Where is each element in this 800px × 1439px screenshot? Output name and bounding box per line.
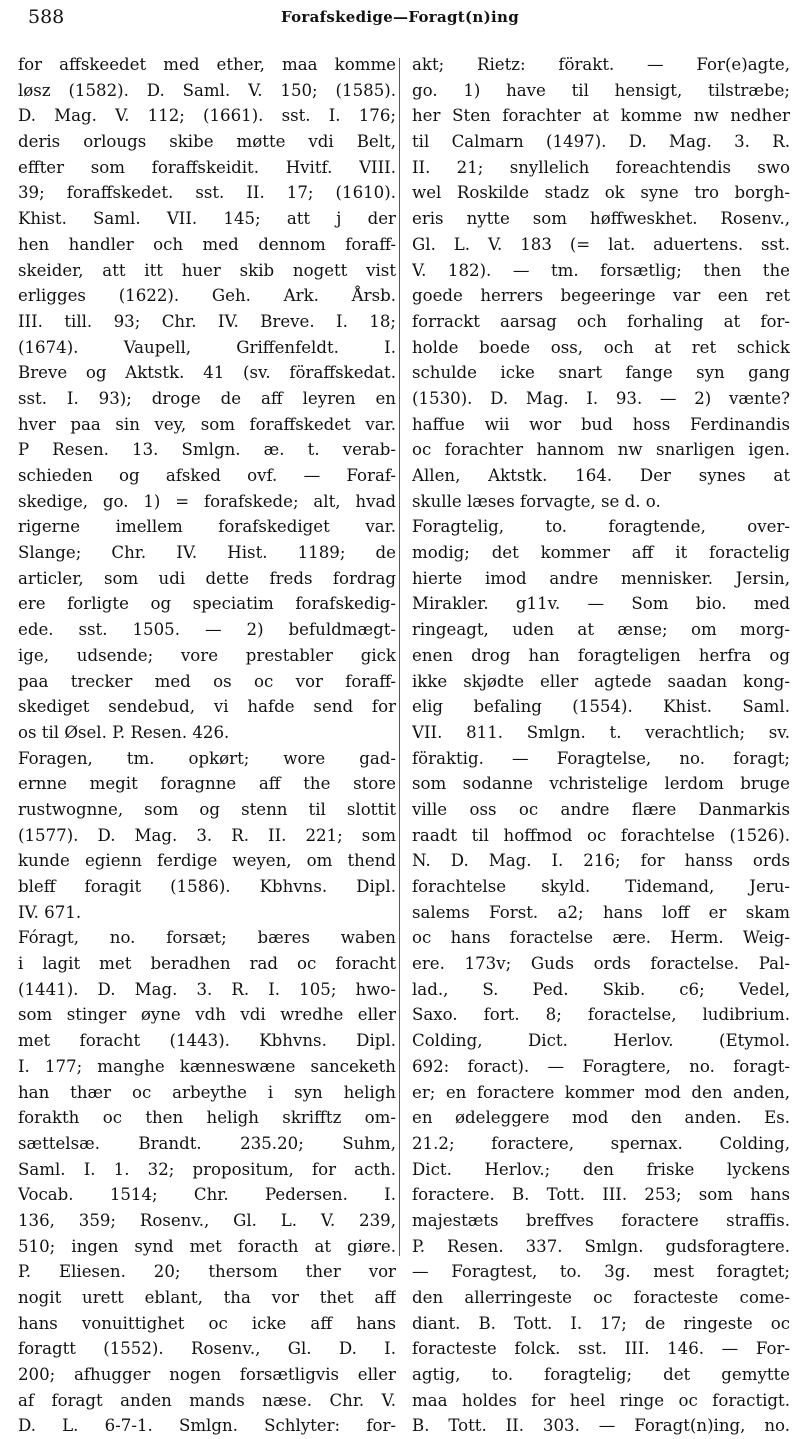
text-line: goede herrers begeeringe var een ret — [412, 286, 790, 306]
text-line: Gl. L. V. 183 (= lat. aduertens. sst. — [412, 234, 790, 254]
text-line: ville oss oc andre flære Danmarkis — [412, 799, 790, 819]
text-line: Slange; Chr. IV. Hist. 1189; de — [18, 543, 396, 563]
text-line: Mirakler. g11v. — Som bio. med — [412, 594, 790, 614]
text-line: met foracht (1443). Kbhvns. Dipl. — [18, 1031, 396, 1051]
text-line: forachtelse skyld. Tidemand, Jeru- — [412, 877, 790, 896]
text-line: os til Øsel. P. Resen. 426. — [18, 722, 230, 742]
text-line: P Resen. 13. Smlgn. æ. t. verab- — [18, 440, 396, 460]
text-line: ige, udsende; vore prestabler gick — [18, 645, 396, 665]
text-line: eris nytte som høffweskhet. Rosenv., — [412, 209, 790, 229]
text-line: Foragen, tm. opkørt; wore gad- — [18, 748, 396, 768]
text-line: modig; det kommer aff it foractelig — [412, 543, 790, 563]
text-line: oc hans foractelse ære. Herm. Weig- — [412, 928, 790, 948]
text-line: ere forligte og speciatim forafskedig- — [18, 594, 396, 614]
text-line: skulle læses forvagte, se d. o. — [412, 491, 661, 511]
text-line: en ødeleggere mod den anden. Es. — [412, 1108, 790, 1128]
text-line: 692: foract). — Foragtere, no. foragt- — [412, 1056, 790, 1076]
text-line: ikke skjødte eller agtede saadan kong- — [412, 671, 790, 691]
text-line: er; en foractere kommer mod den anden, — [412, 1082, 790, 1102]
text-line: go. 1) have til hensigt, tilstræbe; — [412, 80, 790, 100]
text-line: wel Roskilde stadz ok syne tro borgh- — [412, 183, 790, 203]
text-line: foracteste folck. sst. III. 146. — For- — [412, 1339, 790, 1359]
text-line: 21.2; foractere, spernax. Colding, — [412, 1133, 790, 1153]
text-line: enen drog han foragteligen herfra og — [412, 645, 790, 665]
text-line: effter som foraffskeidit. Hvitf. VIII. — [18, 157, 396, 177]
text-line: holde boede oss, och at ret schick — [412, 337, 790, 357]
text-line: ere. 173v; Guds ords foractelse. Pal- — [412, 954, 790, 974]
text-line: föraktig. — Foragtelse, no. foragt; — [412, 748, 790, 768]
text-line: B. Tott. II. 303. — Foragt(n)ing, no. — [412, 1416, 790, 1436]
text-line: (1441). D. Mag. 3. R. I. 105; hwo- — [18, 979, 396, 999]
text-line: I. 177; manghe kænneswæne sanceketh — [18, 1056, 396, 1076]
text-line: ringeagt, uden at ænse; om morg- — [412, 620, 790, 640]
text-line: V. 182). — tm. forsætlig; then the — [412, 260, 790, 280]
text-line: Allen, Aktstk. 164. Der synes at — [412, 466, 790, 485]
text-line: nogit urett eblant, tha vor thet aff — [18, 1288, 396, 1307]
text-line: forakth oc then heligh skrifftz om- — [18, 1108, 396, 1128]
text-line: P. Eliesen. 20; thersom ther vor — [18, 1262, 396, 1282]
text-line: han thær oc arbeythe i syn heligh — [18, 1082, 396, 1102]
text-line: P. Resen. 337. Smlgn. gudsforagtere. — [412, 1236, 790, 1256]
text-line: — Foragtest, to. 3g. mest foragtet; — [412, 1262, 790, 1282]
text-line: agtig, to. foragtelig; det gemytte — [412, 1365, 790, 1385]
text-line: skediget sendebud, vi hafde send for — [18, 697, 396, 717]
left-column — [18, 52, 396, 1439]
text-line: i lagit met beradhen rad oc foracht — [18, 954, 396, 974]
text-line: forrackt aarsag och forhaling at for- — [412, 311, 790, 331]
page-header — [0, 0, 800, 46]
text-line: schulde icke snart fange syn gang — [412, 363, 790, 383]
text-line: maa holdes for heel ringe oc foractigt. — [412, 1390, 790, 1410]
column-divider — [399, 58, 400, 1256]
text-line: Saxo. fort. 8; foractelse, ludibrium. — [412, 1005, 790, 1025]
text-line: ernne megit foragnne aff the store — [18, 774, 396, 794]
text-line: Saml. I. 1. 32; propositum, for acth. — [18, 1159, 396, 1179]
text-line: haffue wii wor bud hoss Ferdinandis — [412, 414, 790, 434]
text-line: (1530). D. Mag. I. 93. — 2) vænte? — [412, 388, 790, 408]
text-line: som sodanne vchristelige lerdom bruge — [412, 774, 790, 794]
text-line: elig befaling (1554). Khist. Saml. — [412, 697, 790, 717]
text-line: hen handler och med dennom foraff- — [18, 234, 396, 254]
text-line: III. till. 93; Chr. IV. Breve. I. 18; — [18, 311, 396, 331]
text-line: sst. I. 93); droge de aff leyren en — [18, 388, 396, 408]
text-line: 136, 359; Rosenv., Gl. L. V. 239, — [18, 1210, 396, 1230]
running-head: Forafskedige—Foragt(n)ing — [280, 8, 520, 26]
text-line: skeider, att itt huer skib nogett vist — [18, 260, 396, 280]
text-line: sættelsæ. Brandt. 235.20; Suhm, — [18, 1133, 396, 1153]
text-line: 510; ingen synd met foracth at giøre. — [18, 1236, 396, 1256]
right-column — [412, 52, 790, 1439]
text-line: hierte imod andre mennisker. Jersin, — [412, 568, 790, 588]
text-line: (1577). D. Mag. 3. R. II. 221; som — [18, 825, 396, 845]
text-line: hver paa sin vey, som foraffskedet var. — [18, 414, 396, 434]
text-line: Breve og Aktstk. 41 (sv. föraffskedat. — [18, 363, 396, 383]
text-line: salems Forst. a2; hans loff er skam — [412, 902, 790, 922]
text-line: articler, som udi dette freds fordrag — [18, 568, 396, 588]
text-line: Vocab. 1514; Chr. Pedersen. I. — [18, 1185, 396, 1205]
text-line: rigerne imellem forafskediget var. — [18, 517, 396, 537]
text-line: bleff foragit (1586). Kbhvns. Dipl. — [18, 877, 396, 896]
text-line: erligges (1622). Geh. Ark. Årsb. — [18, 286, 396, 306]
text-line: II. 21; snyllelich foreachtendis swo — [412, 157, 790, 177]
text-line: for affskeedet med ether, maa komme — [18, 55, 396, 74]
text-line: IV. 671. — [18, 902, 82, 922]
text-line: Dict. Herlov.; den friske lyckens — [412, 1159, 790, 1179]
text-line: foractere. B. Tott. III. 253; som hans — [412, 1185, 790, 1205]
text-line: paa trecker med os oc vor foraff- — [18, 671, 396, 691]
text-line: diant. B. Tott. I. 17; de ringeste oc — [412, 1313, 790, 1333]
text-line: lad., S. Ped. Skib. c6; Vedel, — [412, 979, 790, 999]
page-number: 588 — [28, 6, 65, 28]
text-line: majestæts breffves foractere straffis. — [412, 1210, 790, 1230]
text-line: deris orlougs skibe møtte vdi Belt, — [18, 132, 396, 152]
text-line: D. Mag. V. 112; (1661). sst. I. 176; — [18, 106, 396, 126]
text-line: den allerringeste oc foracteste come- — [412, 1288, 790, 1307]
text-line: Colding, Dict. Herlov. (Etymol. — [412, 1031, 790, 1051]
text-line: løsz (1582). D. Saml. V. 150; (1585). — [18, 80, 396, 100]
text-line: schieden og afsked ovf. — Foraf- — [18, 466, 396, 485]
text-line: ede. sst. 1505. — 2) befuldmægt- — [18, 620, 396, 640]
text-line: skedige, go. 1) = forafskede; alt, hvad — [18, 491, 396, 511]
text-line: til Calmarn (1497). D. Mag. 3. R. — [412, 132, 790, 152]
text-line: (1674). Vaupell, Griffenfeldt. I. — [18, 337, 396, 357]
text-line: raadt til hoffmod oc forachtelse (1526). — [412, 825, 790, 845]
text-line: Fóragt, no. forsæt; bæres waben — [18, 928, 396, 948]
text-line: Khist. Saml. VII. 145; att j der — [18, 209, 396, 229]
text-line: af foragt anden mands næse. Chr. V. — [18, 1390, 396, 1410]
text-line: akt; Rietz: förakt. — For(e)agte, — [412, 55, 790, 74]
text-line: 200; afhugger nogen forsætligvis eller — [18, 1365, 396, 1385]
text-line: D. L. 6-7-1. Smlgn. Schlyter: for- — [18, 1416, 396, 1436]
text-line: kunde egienn ferdige weyen, om thend — [18, 851, 396, 871]
text-line: her Sten forachter at komme nw nedher — [412, 106, 790, 126]
text-line: foragtt (1552). Rosenv., Gl. D. I. — [18, 1339, 396, 1359]
text-line: Foragtelig, to. foragtende, over- — [412, 517, 790, 537]
text-line: rustwognne, som og stenn til slottit — [18, 799, 396, 819]
text-line: VII. 811. Smlgn. t. verachtlich; sv. — [412, 722, 790, 742]
text-line: N. D. Mag. I. 216; for hanss ords — [412, 851, 790, 871]
text-line: som stinger øyne vdh vdi wredhe eller — [18, 1005, 396, 1025]
text-line: hans vonuittighet oc icke aff hans — [18, 1313, 396, 1333]
text-line: 39; foraffskedet. sst. II. 17; (1610). — [18, 183, 396, 203]
text-line: oc forachter hannom nw snarligen igen. — [412, 440, 790, 460]
